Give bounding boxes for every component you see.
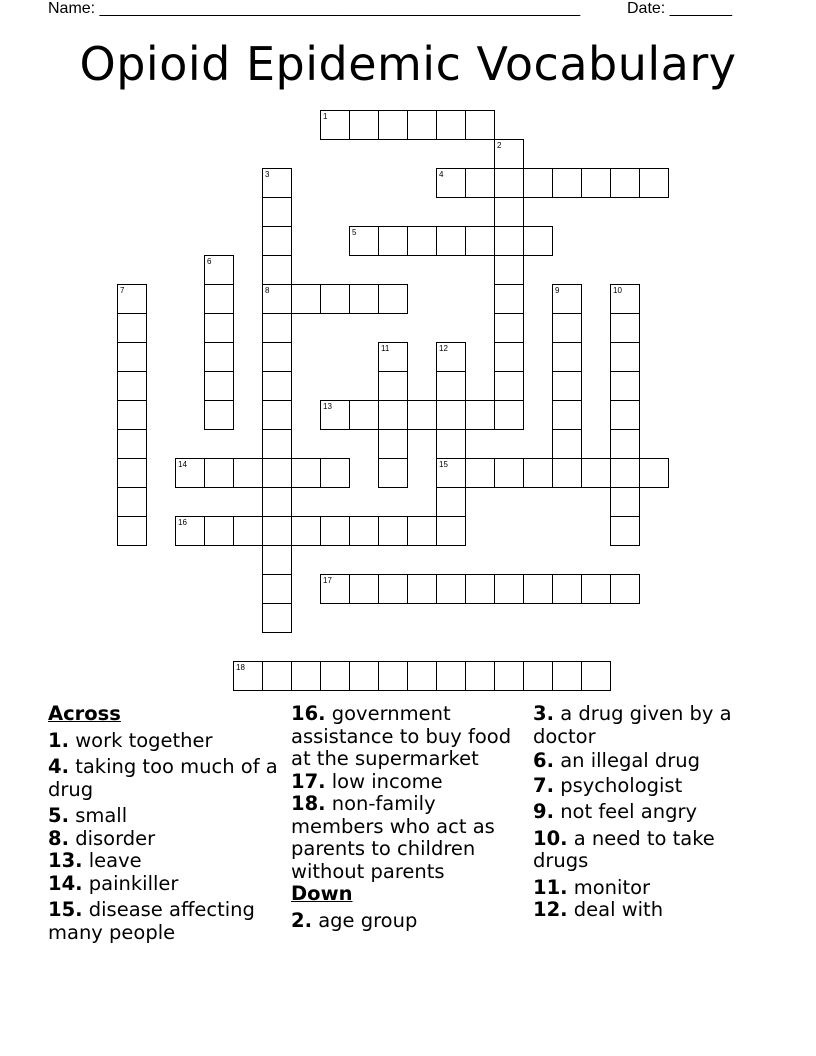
grid-cell[interactable]: [349, 226, 379, 256]
grid-cell[interactable]: [262, 342, 292, 372]
grid-cell[interactable]: [349, 110, 379, 140]
cell-number: 2: [497, 141, 502, 150]
grid-cell[interactable]: [204, 400, 234, 430]
grid-cell[interactable]: [117, 371, 147, 401]
grid-cell[interactable]: [233, 516, 263, 546]
grid-cell[interactable]: [262, 574, 292, 604]
grid-cell[interactable]: [378, 516, 408, 546]
grid-cell[interactable]: [320, 284, 350, 314]
grid-cell[interactable]: [117, 400, 147, 430]
grid-cell[interactable]: [610, 168, 640, 198]
clue-number: 12.: [533, 898, 568, 921]
grid-cell[interactable]: [523, 168, 553, 198]
clue-text: leave: [88, 849, 142, 872]
grid-cell[interactable]: [349, 400, 379, 430]
clue-text: disease affecting many people: [48, 898, 255, 944]
grid-cell[interactable]: [610, 574, 640, 604]
clue-number: 8.: [48, 826, 69, 850]
clue-number: 4.: [48, 755, 69, 778]
grid-cell[interactable]: [117, 342, 147, 372]
grid-cell[interactable]: [117, 458, 147, 488]
grid-cell[interactable]: [494, 313, 524, 343]
clue-down-2: [291, 910, 529, 933]
grid-cell[interactable]: [117, 313, 147, 343]
grid-cell[interactable]: [378, 574, 408, 604]
name-line[interactable]: Name: ______________________________________________________: [48, 0, 581, 17]
grid-cell[interactable]: [117, 516, 147, 546]
grid-cell[interactable]: [378, 458, 408, 488]
grid-cell[interactable]: [494, 168, 524, 198]
cell-number: 4: [439, 170, 444, 179]
grid-cell[interactable]: [320, 458, 350, 488]
grid-cell[interactable]: [465, 574, 495, 604]
grid-cell[interactable]: [378, 226, 408, 256]
grid-cell[interactable]: [610, 284, 640, 314]
grid-cell[interactable]: [494, 139, 524, 169]
grid-cell[interactable]: [262, 255, 292, 285]
grid-cell[interactable]: [436, 110, 466, 140]
grid-cell[interactable]: [117, 284, 147, 314]
grid-cell[interactable]: [407, 400, 437, 430]
grid-cell[interactable]: [436, 487, 466, 517]
grid-cell[interactable]: [436, 661, 466, 691]
clue-text: work together: [75, 728, 213, 752]
grid-cell[interactable]: [523, 458, 553, 488]
grid-cell[interactable]: [552, 313, 582, 343]
grid-cell[interactable]: [581, 458, 611, 488]
grid-cell[interactable]: [262, 603, 292, 633]
grid-cell[interactable]: [436, 458, 466, 488]
grid-cell[interactable]: [262, 313, 292, 343]
grid-cell[interactable]: [320, 661, 350, 691]
cell-number: 13: [323, 402, 332, 411]
grid-cell[interactable]: [291, 661, 321, 691]
grid-cell[interactable]: [407, 661, 437, 691]
grid-cell[interactable]: [552, 284, 582, 314]
clue-number: 14.: [48, 871, 83, 895]
clue-down-9: [533, 801, 773, 824]
grid-cell[interactable]: [378, 661, 408, 691]
grid-cell[interactable]: [465, 226, 495, 256]
grid-cell[interactable]: [320, 110, 350, 140]
grid-cell[interactable]: [378, 342, 408, 372]
clue-across-16: [291, 703, 529, 771]
grid-cell[interactable]: [610, 371, 640, 401]
clue-number: 13.: [48, 849, 83, 872]
clue-text: non-family members who act as parents to children without parents: [291, 792, 495, 883]
grid-cell[interactable]: [436, 226, 466, 256]
clue-number: 11.: [533, 875, 568, 899]
clue-across-13: [48, 850, 283, 873]
clue-down-11: [533, 877, 773, 900]
clue-number: 10.: [533, 826, 568, 850]
clue-text: age group: [318, 908, 418, 932]
clues-column-2: [291, 703, 529, 932]
grid-cell[interactable]: [436, 516, 466, 546]
cell-number: 5: [352, 228, 357, 237]
grid-cell[interactable]: [523, 574, 553, 604]
clue-down-7: [533, 775, 773, 798]
grid-cell[interactable]: [262, 516, 292, 546]
clue-number: 2.: [291, 908, 312, 932]
grid-cell[interactable]: [465, 661, 495, 691]
clue-text: disorder: [75, 826, 156, 850]
grid-cell[interactable]: [378, 371, 408, 401]
grid-cell[interactable]: [349, 661, 379, 691]
grid-cell[interactable]: [291, 516, 321, 546]
clue-text: an illegal drug: [560, 749, 701, 772]
page-title: Opioid Epidemic Vocabulary: [79, 37, 737, 91]
grid-cell[interactable]: [610, 429, 640, 459]
clue-text: psychologist: [560, 773, 683, 797]
grid-cell[interactable]: [581, 168, 611, 198]
grid-cell[interactable]: [610, 313, 640, 343]
grid-cell[interactable]: [465, 400, 495, 430]
clue-number: 15.: [48, 898, 83, 921]
grid-cell[interactable]: [494, 371, 524, 401]
grid-cell[interactable]: [436, 574, 466, 604]
grid-cell[interactable]: [291, 284, 321, 314]
cell-number: 3: [265, 170, 270, 179]
cell-number: 7: [120, 286, 125, 295]
grid-cell[interactable]: [204, 313, 234, 343]
clue-across-4: [48, 756, 283, 801]
clue-number: 9.: [533, 800, 554, 823]
grid-cell[interactable]: [262, 371, 292, 401]
grid-cell[interactable]: [494, 255, 524, 285]
grid-cell[interactable]: [552, 429, 582, 459]
clue-down-10: [533, 828, 773, 873]
grid-cell[interactable]: [552, 342, 582, 372]
grid-cell[interactable]: [407, 110, 437, 140]
grid-cell[interactable]: [378, 429, 408, 459]
grid-cell[interactable]: [610, 400, 640, 430]
grid-cell[interactable]: [552, 458, 582, 488]
grid-cell[interactable]: [494, 458, 524, 488]
clue-across-1: [48, 730, 283, 753]
grid-cell[interactable]: [523, 661, 553, 691]
grid-cell[interactable]: [204, 284, 234, 314]
grid-cell[interactable]: [407, 226, 437, 256]
grid-cell[interactable]: [262, 429, 292, 459]
grid-cell[interactable]: [262, 197, 292, 227]
clue-number: 1.: [48, 728, 69, 752]
clues-column-1: [48, 703, 283, 944]
grid-cell[interactable]: [175, 458, 205, 488]
header: [48, 0, 748, 20]
date-line[interactable]: Date: _______: [627, 0, 732, 17]
grid-cell[interactable]: [378, 284, 408, 314]
grid-cell[interactable]: [523, 226, 553, 256]
clue-number: 6.: [533, 749, 554, 772]
grid-cell[interactable]: [552, 574, 582, 604]
grid-cell[interactable]: [349, 574, 379, 604]
grid-cell[interactable]: [262, 168, 292, 198]
clue-across-17: [291, 771, 529, 794]
grid-cell[interactable]: [320, 574, 350, 604]
grid-cell[interactable]: [436, 429, 466, 459]
grid-cell[interactable]: [262, 226, 292, 256]
grid-cell[interactable]: [204, 516, 234, 546]
clue-number: 18.: [291, 792, 326, 815]
grid-cell[interactable]: [494, 661, 524, 691]
clue-across-5: [48, 805, 283, 828]
cell-number: 12: [439, 344, 448, 353]
grid-cell[interactable]: [581, 661, 611, 691]
grid-cell[interactable]: [494, 284, 524, 314]
grid-cell[interactable]: [494, 400, 524, 430]
cell-number: 15: [439, 460, 448, 469]
grid-cell[interactable]: [552, 661, 582, 691]
grid-cell[interactable]: [407, 516, 437, 546]
grid-cell[interactable]: [436, 371, 466, 401]
grid-cell[interactable]: [349, 516, 379, 546]
grid-cell[interactable]: [262, 458, 292, 488]
grid-cell[interactable]: [204, 342, 234, 372]
down-heading: Down: [291, 882, 353, 905]
clue-text: taking too much of a drug: [48, 755, 278, 801]
grid-cell[interactable]: [407, 574, 437, 604]
grid-cell[interactable]: [552, 371, 582, 401]
cell-number: 14: [178, 460, 187, 469]
cell-number: 11: [381, 344, 390, 353]
grid-cell[interactable]: [204, 371, 234, 401]
grid-cell[interactable]: [233, 458, 263, 488]
grid-cell[interactable]: [436, 168, 466, 198]
grid-cell[interactable]: [610, 516, 640, 546]
clue-text: painkiller: [88, 871, 179, 895]
cell-number: 1: [323, 112, 328, 121]
grid-cell[interactable]: [610, 487, 640, 517]
across-heading: Across: [48, 702, 121, 725]
grid-cell[interactable]: [262, 487, 292, 517]
grid-cell[interactable]: [349, 284, 379, 314]
grid-cell[interactable]: [117, 487, 147, 517]
clue-down-3: [533, 703, 773, 748]
grid-cell[interactable]: [494, 197, 524, 227]
grid-cell[interactable]: [262, 400, 292, 430]
cell-number: 17: [323, 576, 332, 585]
grid-cell[interactable]: [465, 458, 495, 488]
grid-cell[interactable]: [291, 458, 321, 488]
clue-text: a drug given by a doctor: [533, 702, 732, 748]
clue-across-8: [48, 828, 283, 851]
grid-cell[interactable]: [610, 342, 640, 372]
grid-cell[interactable]: [465, 168, 495, 198]
grid-cell[interactable]: [233, 661, 263, 691]
grid-cell[interactable]: [262, 545, 292, 575]
cell-number: 18: [236, 663, 245, 672]
grid-cell[interactable]: [610, 458, 640, 488]
clue-down-12: [533, 899, 773, 922]
clue-text: a need to take drugs: [533, 826, 715, 872]
grid-cell[interactable]: [320, 516, 350, 546]
clue-down-6: [533, 750, 773, 773]
clue-text: deal with: [573, 898, 664, 921]
clue-text: government assistance to buy food at the supermarket: [291, 702, 512, 770]
grid-cell[interactable]: [494, 226, 524, 256]
grid-cell[interactable]: [581, 574, 611, 604]
grid-cell[interactable]: [552, 168, 582, 198]
clues-column-3: [533, 703, 773, 922]
grid-cell[interactable]: [262, 284, 292, 314]
grid-cell[interactable]: [262, 661, 292, 691]
clue-across-18: [291, 793, 529, 883]
clue-text: not feel angry: [560, 800, 698, 823]
grid-cell[interactable]: [175, 516, 205, 546]
cell-number: 6: [207, 257, 212, 266]
grid-cell[interactable]: [378, 400, 408, 430]
clue-number: 17.: [291, 769, 326, 793]
grid-cell[interactable]: [320, 400, 350, 430]
clue-number: 5.: [48, 804, 69, 827]
clue-number: 7.: [533, 773, 554, 797]
grid-cell[interactable]: [204, 458, 234, 488]
grid-cell[interactable]: [639, 168, 669, 198]
cell-number: 16: [178, 518, 187, 527]
grid-cell[interactable]: [639, 458, 669, 488]
grid-cell[interactable]: [436, 400, 466, 430]
grid-cell[interactable]: [552, 400, 582, 430]
cell-number: 9: [555, 286, 560, 295]
grid-cell[interactable]: [117, 429, 147, 459]
clue-across-15: [48, 899, 283, 944]
grid-cell[interactable]: [204, 255, 234, 285]
clue-text: small: [75, 804, 128, 827]
grid-cell[interactable]: [494, 342, 524, 372]
cell-number: 8: [265, 286, 270, 295]
grid-cell[interactable]: [494, 574, 524, 604]
clue-across-14: [48, 873, 283, 896]
grid-cell[interactable]: [378, 110, 408, 140]
clue-number: 3.: [533, 702, 554, 725]
grid-cell[interactable]: [465, 110, 495, 140]
clue-number: 16.: [291, 702, 326, 725]
grid-cell[interactable]: [436, 342, 466, 372]
clue-text: low income: [331, 769, 443, 793]
clue-text: monitor: [573, 875, 651, 899]
cell-number: 10: [613, 286, 622, 295]
